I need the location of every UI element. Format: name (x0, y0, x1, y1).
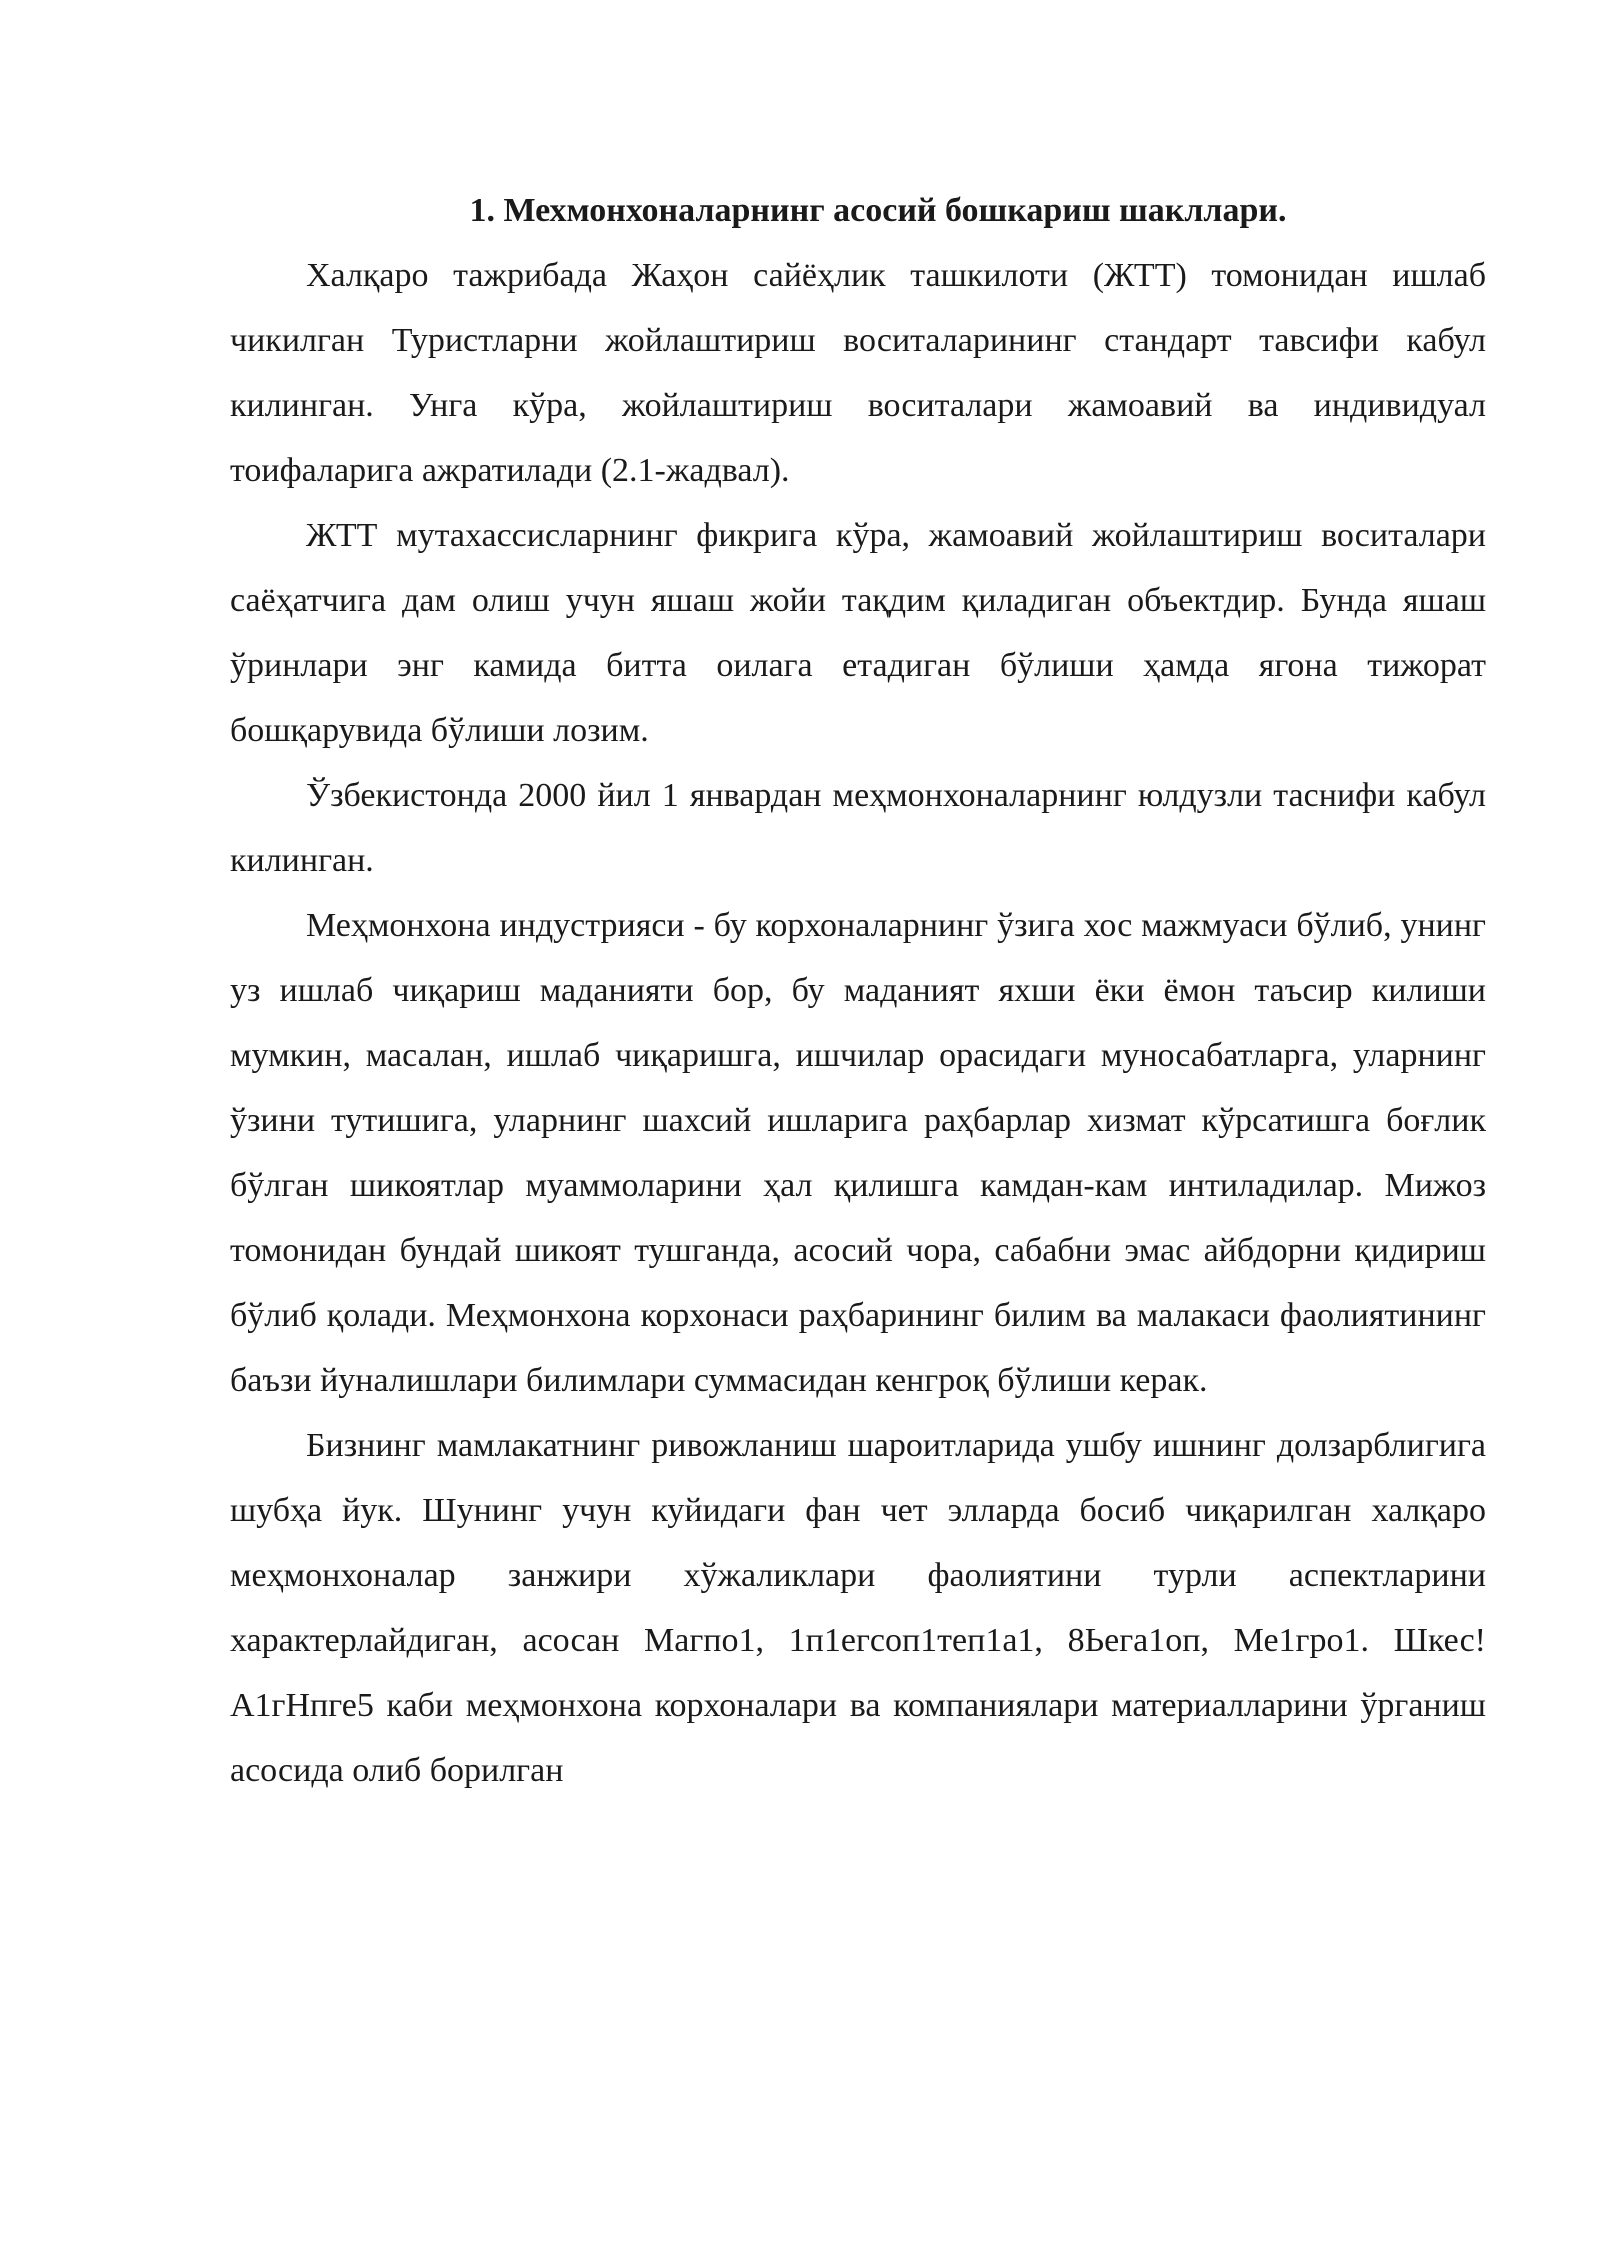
paragraph-5: Бизнинг мамлакатнинг ривожланиш шароитларида ушбу ишнинг долзарблигига шубҳа йук. Шунинг учун куйидаги фан чет элларда босиб чиқарилган халқаро меҳмонхоналар занжири хўжаликлари фаолиятини турли аспектларини характерлайдиган, асосан Магпо1, 1п1егсоп1теп1а1, 8Ьега1оп, Ме1гро1. Шкес! А1гНпге5 каби меҳмонхона корхоналари ва компаниялари материалларини ўрганиш асосида олиб борилган (230, 1427, 1486, 1789)
paragraph-2: ЖТТ мутахассисларнинг фикрига кўра, жамоавий жойлаштириш воситалари саёҳатчига дам олиш учун яшаш жойи тақдим қиладиган объектдир. Бунда яшаш ўринлари энг камида битта оилага етадиган бўлиши ҳамда ягона тижорат бошқарувида бўлиши лозим. (230, 517, 1486, 749)
document-body (230, 178, 1486, 1803)
paragraph-4: Меҳмонхона индустрияси - бу корхоналарнинг ўзига хос мажмуаси бўлиб, унинг уз ишлаб чиқариш маданияти бор, бу маданият яхши ёки ёмон таъсир килиши мумкин, масалан, ишлаб чиқаришга, ишчилар орасидаги муносабатларга, уларнинг ўзини тутишига, уларнинг шахсий ишларига раҳбарлар хизмат кўрсатишга боғлик бўлган шикоятлар муаммоларини ҳал қилишга камдан-кам интиладилар. Мижоз томонидан бундай шикоят тушганда, асосий чора, сабабни эмас айбдорни қидириш бўлиб қолади. Меҳмонхона корхонаси раҳбарининг билим ва малакаси фаолиятининг баъзи йуналишлари билимлари суммасидан кенгроқ бўлиши керак. (230, 907, 1486, 1399)
section-heading: 1. Мехмонхоналарнинг асосий бошкариш шакллари. (469, 192, 1287, 229)
paragraph-1: Халқаро тажрибада Жаҳон сайёҳлик ташкилоти (ЖТТ) томонидан ишлаб чикилган Туристларни жойлаштириш воситаларининг стандарт тавсифи кабул килинган. Унга кўра, жойлаштириш воситалари жамоавий ва индивидуал тоифаларига ажратилади (2.1-жадвал). (230, 257, 1486, 489)
paragraph-3: Ўзбекистонда 2000 йил 1 январдан меҳмонхоналарнинг юлдузли таснифи кабул килинган. (230, 777, 1486, 879)
